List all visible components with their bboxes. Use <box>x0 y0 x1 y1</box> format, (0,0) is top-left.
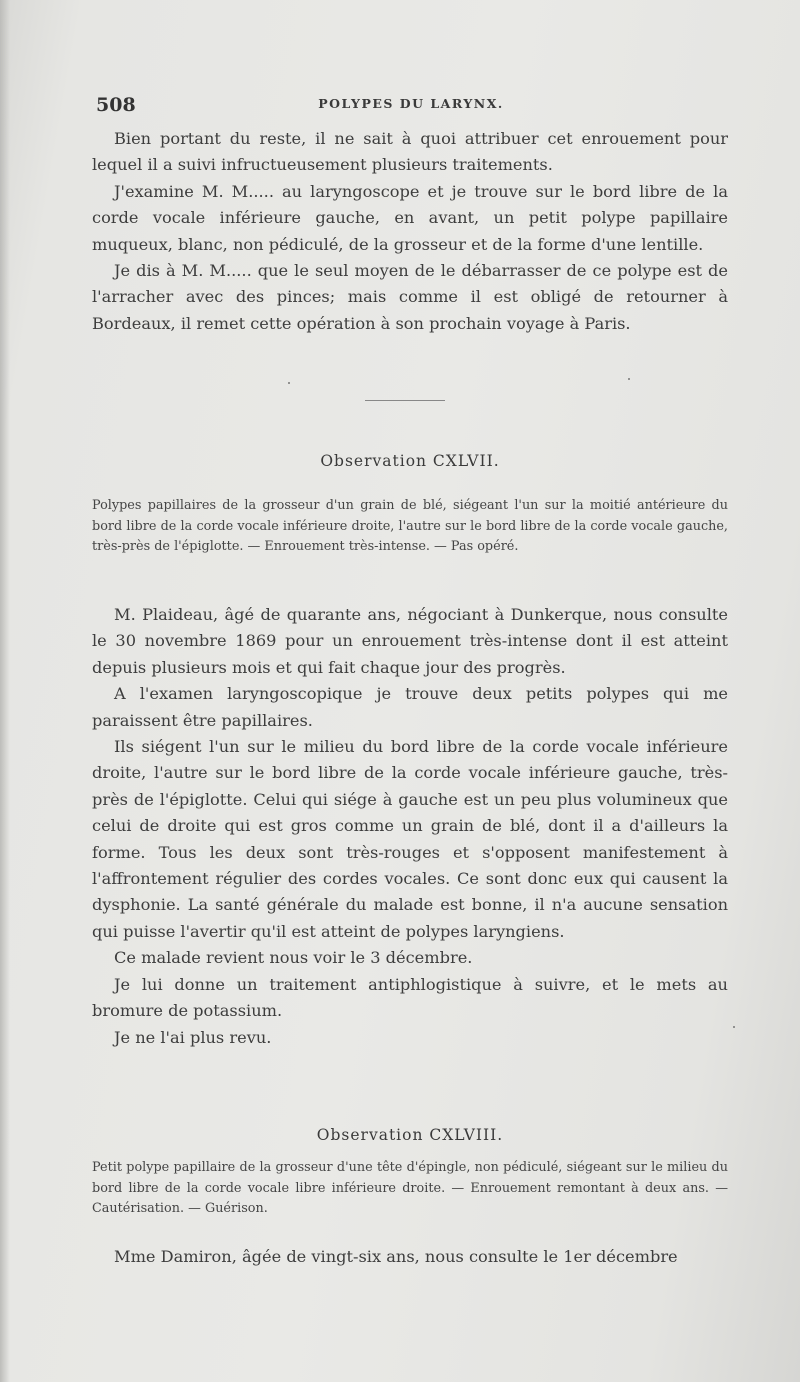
observation-title: Observation CXLVII. <box>320 452 500 470</box>
observation-title: Observation CXLVIII. <box>316 1126 504 1144</box>
observation-body <box>92 602 728 1051</box>
running-title: POLYPES DU LARYNX. <box>318 96 504 111</box>
ink-speck <box>733 1026 735 1028</box>
paragraph: Bien portant du reste, il ne sait à quoi attribuer cet enrouement pour lequel il a suivi infructueusement plusieurs traitements. <box>92 129 728 175</box>
paragraph: Ce malade revient nous voir le 3 décembre. <box>114 948 473 968</box>
paragraph: Je lui donne un traitement antiphlogistique à suivre, et le mets au bromure de potassium. <box>92 974 728 1021</box>
page-binding-shadow <box>0 0 10 1382</box>
paragraph: J'examine M. M..... au laryngoscope et je trouve sur le bord libre de la corde vocale inférieure gauche, en avant, un petit polype papillaire muqueux, blanc, non pédiculé, de la grosseur et de la forme d'une lentille. <box>92 181 728 254</box>
ink-speck <box>628 378 630 380</box>
paragraph: A l'examen laryngoscopique je trouve deux petits polypes qui me paraissent être papillaires. <box>92 684 728 730</box>
page-number: 508 <box>96 94 136 116</box>
ink-speck <box>288 382 290 384</box>
paragraph: M. Plaideau, âgé de quarante ans, négociant à Dunkerque, nous consulte le 30 novembre 1869 pour un enrouement très-intense dont il est atteint depuis plusieurs mois et qui fait chaque jour des progrès. <box>92 605 728 677</box>
section-separator <box>365 400 445 401</box>
observation-summary: Polypes papillaires de la grosseur d'un grain de blé, siégeant l'un sur la moitié antérieure du bord libre de la corde vocale inférieure droite, l'autre sur le bord libre de la corde vocale gauche, très-près de l'épiglotte. — Enrouement très-intense. — Pas opéré. <box>92 498 728 554</box>
paragraph: Je ne l'ai plus revu. <box>114 1027 272 1047</box>
observation-summary: Petit polype papillaire de la grosseur d'une tête d'épingle, non pédiculé, siégeant sur le milieu du bord libre de la corde vocale libre inférieure droite. — Enrouement remontant à deux ans. — Cautérisation. — Guérison. <box>92 1160 728 1216</box>
paragraph: Je dis à M. M..... que le seul moyen de le débarrasser de ce polype est de l'arracher avec des pinces; mais comme il est obligé de retourner à Bordeaux, il remet cette opération à son prochain voyage à Paris. <box>92 261 728 333</box>
page-header <box>96 94 726 120</box>
continued-observation-text <box>92 126 728 337</box>
paragraph: Ils siégent l'un sur le milieu du bord libre de la corde vocale inférieure droite, l'autre sur le bord libre de la corde vocale inférieure gauche, très-près de l'épiglotte. Celui qui siége à gauche est un peu plus volumineux que celui de droite qui est gros comme un grain de blé, dont il a d'ailleurs la forme. Tous les deux sont très-rouges et s'opposent manifestement à l'affrontement régulier des cordes vocales. Ce sont donc eux qui causent la dysphonie. La santé générale du malade est bonne, il n'a aucune sensation qui puisse l'avertir qu'il est atteint de polypes laryngiens. <box>92 737 728 941</box>
paragraph: Mme Damiron, âgée de vingt-six ans, nous consulte le 1er décembre <box>114 1247 678 1266</box>
observation-body <box>92 1244 728 1270</box>
